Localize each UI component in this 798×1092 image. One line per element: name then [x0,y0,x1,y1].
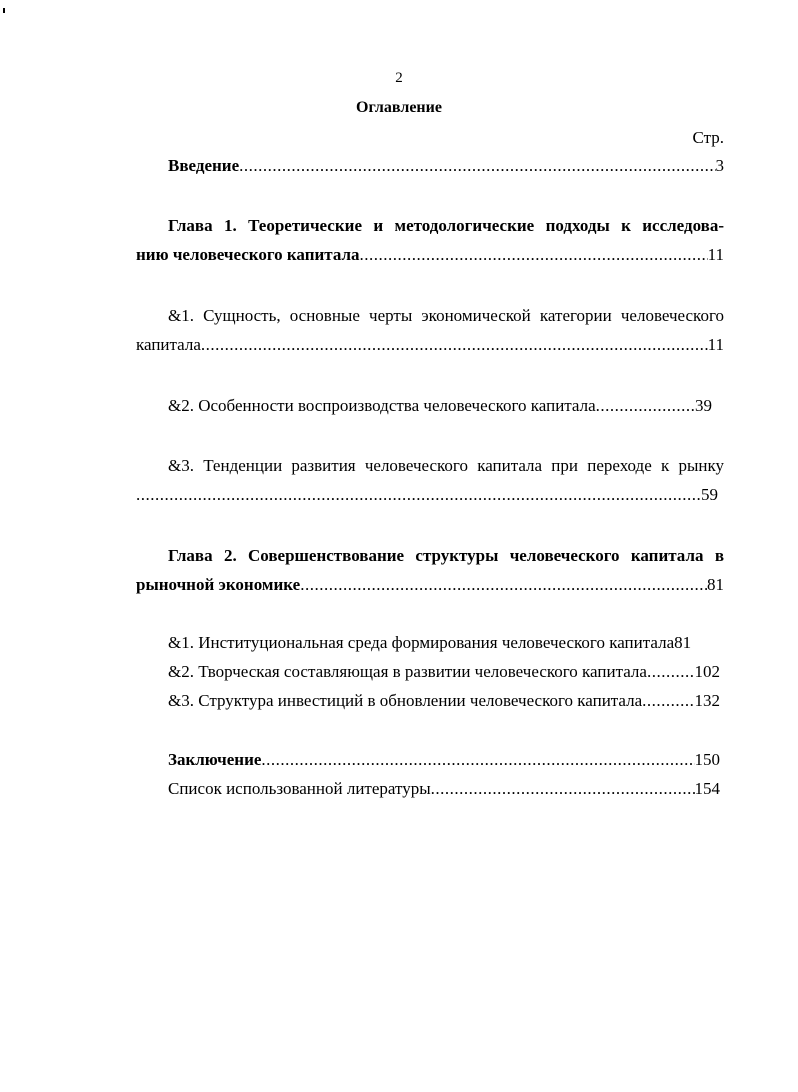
toc-entry-intro-label: Введение [168,156,240,175]
toc-entry-intro-page: 3 [715,156,724,175]
toc-chapter2-title-line1[interactable]: Глава 2. Совершенствование структуры человеческого капитала в [168,546,724,565]
toc-entry-conclusion-page: 150 [694,750,720,769]
toc-chapter1-section3-page: 59 [701,485,718,504]
toc-leader-dots [360,245,708,265]
toc-leader-dots [239,156,715,176]
toc-chapter1-title-line2-text: нию человеческого капитала [136,245,360,264]
toc-chapter2-section2[interactable] [168,662,720,682]
toc-entry-references-label: Список использованной литературы [168,779,431,798]
toc-entry-conclusion-label: Заключение [168,750,262,769]
toc-entry-references-page: 154 [694,779,720,798]
toc-chapter2-section3-label: &3. Структура инвестиций в обновлении человеческого капитала [168,691,643,710]
toc-chapter2-section3[interactable] [168,691,720,711]
page-column-header: Стр. [692,128,724,147]
toc-chapter2-section1-page: 81 [674,633,692,652]
toc-chapter1-section2[interactable] [168,396,712,416]
toc-chapter1-section3-line2[interactable] [136,485,718,505]
toc-leader-dots [261,750,694,770]
toc-leader-dots [596,396,695,416]
toc-entry-conclusion[interactable] [168,750,720,770]
toc-chapter2-section1-label: &1. Институциональная среда формирования человеческого капитала [168,633,675,652]
toc-chapter2-section2-label: &2. Творческая составляющая в развитии человеческого капитала [168,662,647,681]
toc-chapter1-section2-label: &2. Особенности воспроизводства человеческого капитала [168,396,596,415]
toc-chapter2-page: 81 [707,575,724,594]
toc-leader-dots [300,575,707,595]
toc-chapter2-title-line2[interactable] [136,575,724,595]
page-number: 2 [395,70,403,86]
toc-leader-dots [136,485,701,505]
toc-chapter1-title-line2[interactable] [136,245,724,265]
toc-chapter1-section1-line1[interactable]: &1. Сущность, основные черты экономической категории человеческого [168,306,724,325]
toc-leader-dots [201,335,708,355]
toc-chapter1-section2-page: 39 [695,396,712,415]
toc-chapter1-section3-line1[interactable]: &3. Тенденции развития человеческого капитала при переходе к рынку [168,456,724,475]
toc-chapter2-section2-page: 102 [694,662,720,681]
toc-chapter1-section1-line2-text: капитала [136,335,201,354]
toc-entry-references[interactable] [168,779,720,799]
toc-entry-intro[interactable] [168,156,724,176]
toc-chapter2-section3-page: 132 [694,691,720,710]
toc-title: Оглавление [356,99,442,116]
toc-leader-dots [642,691,694,711]
toc-chapter2-title-line2-text: рыночной экономике [136,575,301,594]
toc-leader-dots [647,662,695,682]
corner-scan-mark [3,8,5,13]
toc-chapter1-section1-line2[interactable] [136,335,724,355]
toc-chapter1-section1-page: 11 [707,335,724,354]
toc-chapter1-page: 11 [707,245,724,264]
toc-chapter1-title-line1[interactable]: Глава 1. Теоретические и методологические подходы к исследова- [168,216,724,235]
toc-leader-dots [431,779,695,799]
toc-chapter2-section1[interactable] [168,633,724,653]
